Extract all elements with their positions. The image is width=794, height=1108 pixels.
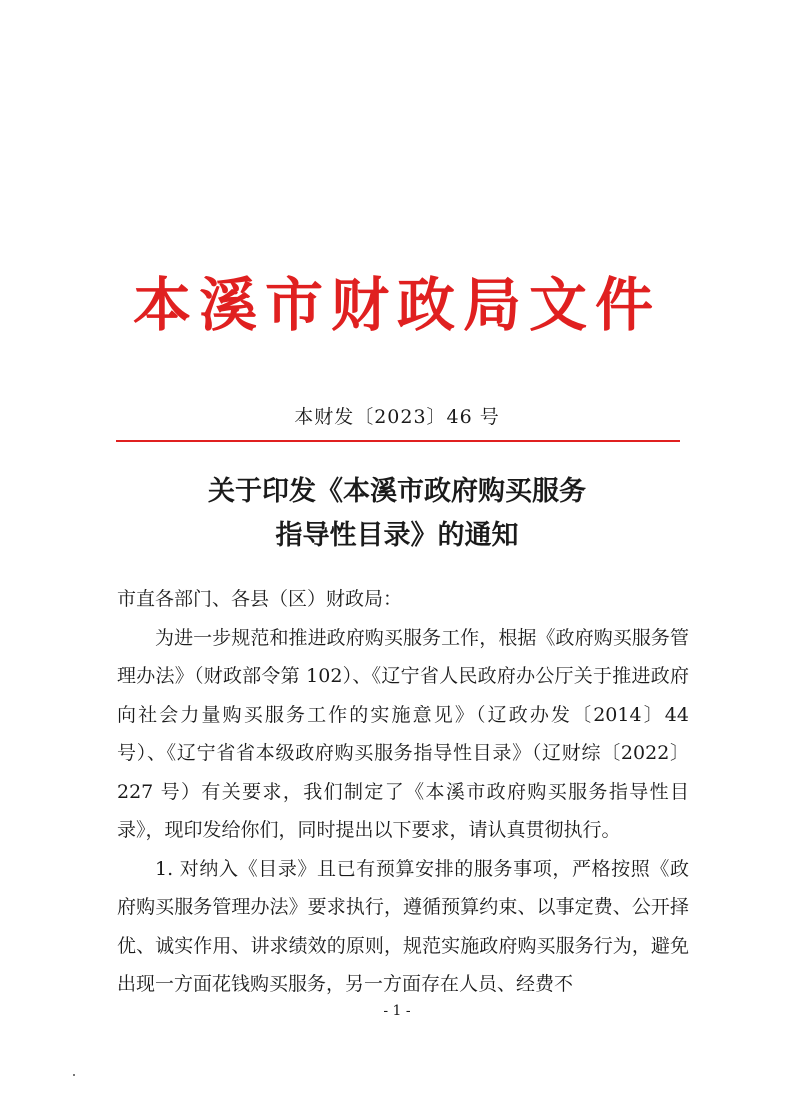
page-number: - 1 - <box>383 1003 411 1019</box>
notice-title <box>0 470 794 558</box>
document-body <box>117 580 689 1004</box>
document-number: 本财发〔2023〕46 号 <box>294 406 500 428</box>
scan-speck <box>73 1074 75 1076</box>
notice-title-line-2: 指导性目录》的通知 <box>275 520 519 551</box>
body-paragraph-2: 1. 对纳入《目录》且已有预算安排的服务事项，严格按照《政府购买服务管理办法》要求执行，遵循预算约束、以事定费、公开择优、诚实作用、讲求绩效的原则，规范实施政府购买服务行为，避免出现一方面花钱购买服务，另一方面存在人员、经费不 <box>117 857 689 995</box>
red-divider-line <box>116 440 680 442</box>
agency-header-title: 本溪市财政局文件 <box>132 271 661 339</box>
salutation: 市直各部门、各县（区）财政局： <box>117 588 403 610</box>
body-paragraph-1: 为进一步规范和推进政府购买服务工作，根据《政府购买服务管理办法》（财政部令第 102）、《辽宁省人民政府办公厅关于推进政府向社会力量购买服务工作的实施意见》（辽政办发〔2014〕44 号）、《辽宁省省本级政府购买服务指导性目录》（辽财综〔2022〕227 号）有关要求，我们制定了《本溪市政府购买服务指导性目录》，现印发给你们，同时提出以下要求，请认真贯彻执行。 <box>117 626 689 841</box>
notice-title-line-1: 关于印发《本溪市政府购买服务 <box>208 476 586 507</box>
